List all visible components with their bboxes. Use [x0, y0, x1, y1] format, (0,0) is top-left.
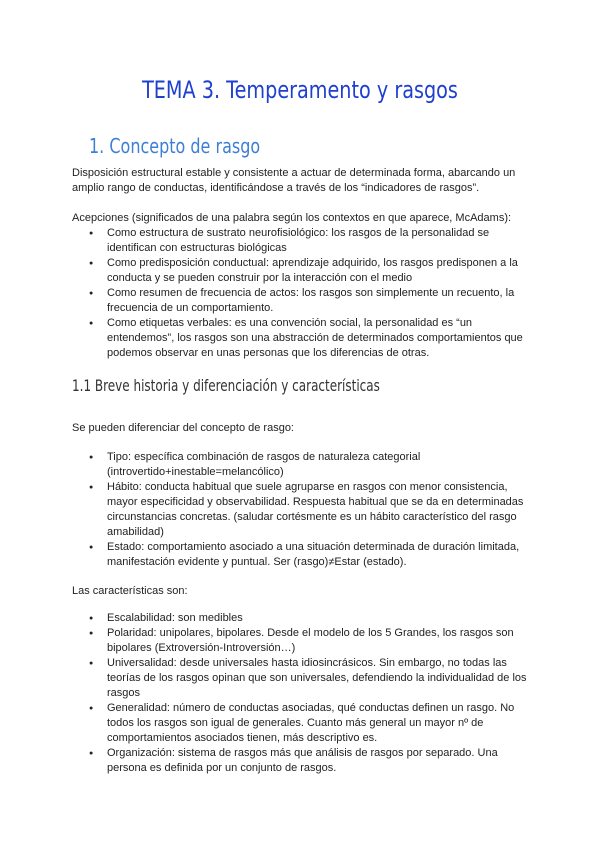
definition-paragraph: Disposición estructural estable y consistente a actuar de determinada forma, abarcando un amplio rango de conductas, identificándose a través de los “indicadores de rasgos”.: [72, 167, 516, 194]
diferenciar-intro: Se pueden diferenciar del concepto de rasgo:: [72, 422, 294, 434]
section-heading-concepto: 1. Concepto de rasgo: [89, 134, 261, 158]
list-item: ● Escalabilidad: son medibles: [72, 611, 528, 626]
list-item: ● Hábito: conducta habitual que suele agruparse en rasgos con menor consistencia, mayor especificidad y observabilidad. Respuesta habitual que se da en determinadas circunstancias concretas. (saludar cortésmente es un hábito característico del rasgo amabilidad): [72, 480, 528, 540]
acepciones-list: [72, 226, 528, 361]
list-item: ● Universalidad: desde universales hasta idiosincrásicos. Sin embargo, no todas las teorías de los rasgos opinan que son universales, defendiendo la individualidad de los rasgos: [72, 656, 528, 701]
list-item: ● Organización: sistema de rasgos más que análisis de rasgos por separado. Una persona es definida por un conjunto de rasgos.: [72, 746, 528, 776]
list-item: ● Como estructura de sustrato neurofisiológico: los rasgos de la personalidad se identifican con estructuras biológicas: [72, 226, 528, 256]
caracteristicas-intro: Las características son:: [72, 585, 188, 597]
diferencias-list: [72, 450, 528, 570]
list-item: ● Como resumen de frecuencia de actos: los rasgos son simplemente un recuento, la frecuencia de un comportamiento.: [72, 286, 528, 316]
subsection-heading-historia: 1.1 Breve historia y diferenciación y características: [72, 376, 380, 395]
list-item: ● Como etiquetas verbales: es una convención social, la personalidad es “un entendemos”, los rasgos son una abstracción de determinados comportamientos que podemos observar en unas personas que los diferencias de otras.: [72, 316, 528, 361]
caracteristicas-list: [72, 611, 528, 776]
list-item: ● Polaridad: unipolares, bipolares. Desde el modelo de los 5 Grandes, los rasgos son bipolares (Extroversión-Introversión…): [72, 626, 528, 656]
document-title: TEMA 3. Temperamento y rasgos: [142, 76, 458, 104]
list-item: ● Tipo: específica combinación de rasgos de naturaleza categorial (introvertido+inestable=melancólico): [72, 450, 528, 480]
list-item: ● Generalidad: número de conductas asociadas, qué conductas definen un rasgo. No todos los rasgos son igual de generales. Cuanto más general un mayor nº de comportamientos asociados tienen, más descriptivo es.: [72, 701, 528, 746]
list-item: ● Estado: comportamiento asociado a una situación determinada de duración limitada, manifestación evidente y puntual. Ser (rasgo)≠Estar (estado).: [72, 540, 528, 570]
acepciones-intro: Acepciones (significados de una palabra según los contextos en que aparece, McAdams):: [72, 212, 512, 224]
list-item: ● Como predisposición conductual: aprendizaje adquirido, los rasgos predisponen a la conducta y se pueden construir por la interacción con el medio: [72, 256, 528, 286]
